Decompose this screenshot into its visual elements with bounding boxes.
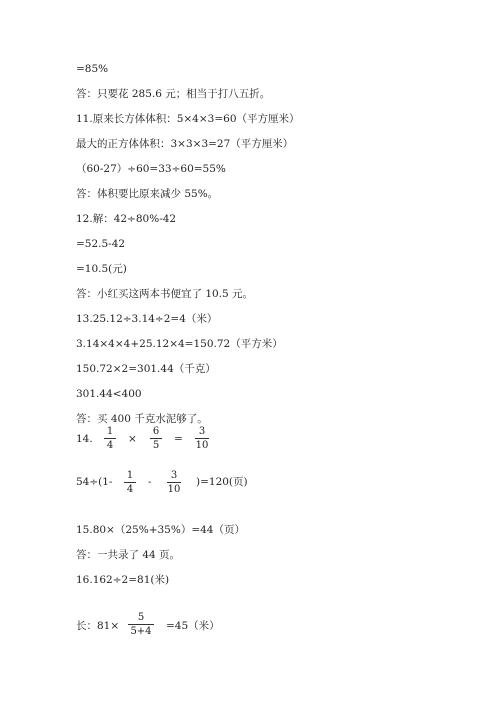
equation-prefix: 长：81×: [76, 620, 120, 632]
text-line: 答：买 400 千克水泥够了。: [76, 413, 208, 425]
denominator: 4: [126, 484, 134, 495]
fraction-bar: [128, 624, 154, 625]
text-line: 13.25.12÷3.14÷2=4（米）: [76, 313, 218, 325]
fraction-bar: [124, 482, 136, 483]
text-line: =85%: [76, 63, 109, 75]
text-line: 答：只要花 285.6 元；相当于打八五折。: [76, 88, 271, 100]
fraction: [128, 612, 154, 637]
denominator: 10: [167, 484, 181, 495]
text-line: （60-27）÷60=33÷60=55%: [76, 163, 226, 175]
equation-suffix: =45（米）: [166, 620, 220, 632]
numerator: 5: [137, 612, 145, 623]
numerator: 1: [106, 426, 114, 437]
text-line: 15.80×（25%+35%）=44（页）: [76, 524, 245, 536]
fraction: [167, 470, 181, 495]
operator: ×: [128, 433, 137, 445]
denominator: 5: [152, 440, 160, 451]
text-line: 12.解：42÷80%-42: [76, 213, 177, 225]
fraction: [104, 426, 116, 451]
denominator: 10: [195, 440, 209, 451]
text-line: 3.14×4×4+25.12×4=150.72（平方米）: [76, 338, 283, 350]
numerator: 3: [198, 426, 206, 437]
equation-suffix: )=120(页): [196, 476, 248, 488]
numerator: 1: [126, 470, 134, 481]
fraction-bar: [195, 438, 209, 439]
text-line: 301.44<400: [76, 388, 142, 400]
text-line: 答：小红买这两本书便宜了 10.5 元。: [76, 288, 254, 300]
text-line: 11.原来长方体体积：5×4×3=60（平方厘米）: [76, 113, 300, 125]
text-line: =10.5(元): [76, 263, 127, 275]
text-line: 16.162÷2=81(米): [76, 574, 170, 586]
text-line: 150.72×2=301.44（千克）: [76, 363, 216, 375]
fraction-bar: [104, 438, 116, 439]
text-line: 答：体积要比原来减少 55%。: [76, 188, 219, 200]
operator: =: [174, 433, 183, 445]
operator: -: [148, 476, 152, 488]
text-line: 最大的正方体体积：3×3×3=27（平方厘米）: [76, 138, 294, 150]
fraction-bar: [167, 482, 181, 483]
text-line: 答：一共录了 44 页。: [76, 549, 181, 561]
denominator: 5+4: [130, 626, 152, 637]
fraction: [150, 426, 162, 451]
fraction: [124, 470, 136, 495]
text-line: =52.5-42: [76, 238, 126, 250]
fraction-bar: [150, 438, 162, 439]
denominator: 4: [106, 440, 114, 451]
numerator: 3: [170, 470, 178, 481]
question-number: 14.: [76, 433, 93, 445]
numerator: 6: [152, 426, 160, 437]
fraction: [195, 426, 209, 451]
equation-prefix: 54÷(1-: [76, 476, 113, 488]
